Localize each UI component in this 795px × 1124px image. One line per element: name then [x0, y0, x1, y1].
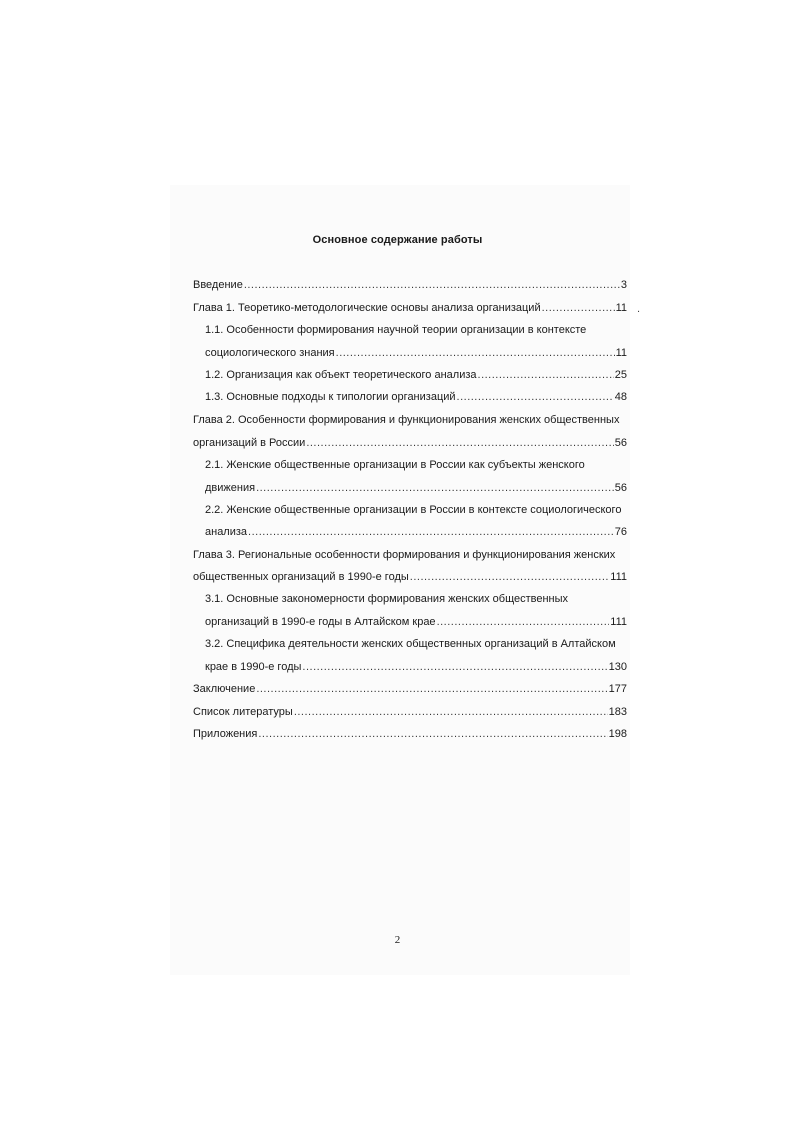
toc-entry-1-1	[205, 345, 627, 361]
toc-entry-bibliography	[193, 704, 627, 720]
toc-entry-2-2-line1: 2.2. Женские общественные организации в России в контексте социологического	[205, 504, 622, 516]
toc-label: Введение	[193, 279, 243, 291]
toc-page: 111	[610, 571, 627, 583]
toc-page: 183	[608, 706, 627, 718]
page-number: 2	[394, 934, 401, 946]
toc-label: крае в 1990-е годы	[205, 661, 302, 673]
toc-entry-1-1-line1: 1.1. Особенности формирования научной теории организации в контексте	[205, 324, 587, 336]
toc-page: 48	[614, 391, 627, 403]
toc-entry-intro	[193, 277, 627, 293]
toc-entry-2-1	[205, 480, 627, 496]
toc-leader	[457, 389, 614, 405]
toc-entry-chapter-3-line1: Глава 3. Региональные особенности формирования и функционирования женских	[193, 549, 616, 561]
toc-label: Приложения	[193, 728, 258, 740]
toc-label: Список литературы	[193, 706, 293, 718]
toc-leader	[256, 480, 614, 496]
toc-entry-3-1	[205, 614, 627, 630]
toc-leader	[437, 614, 610, 630]
toc-entry-3-2-line1: 3.2. Специфика деятельности женских общественных организаций в Алтайском	[205, 638, 616, 650]
toc-entry-1-2	[205, 367, 627, 383]
toc-label: социологического знания	[205, 347, 335, 359]
toc-page: 3	[620, 279, 627, 291]
toc-page: 130	[608, 661, 627, 673]
toc-entry-2-2	[205, 524, 627, 540]
toc-entry-3-1-line1: 3.1. Основные закономерности формирования женских общественных	[205, 593, 569, 605]
toc-page: 56	[614, 482, 627, 494]
toc-entry-2-1-line1: 2.1. Женские общественные организации в России как субъекты женского	[205, 459, 585, 471]
toc-label: организаций в России	[193, 437, 306, 449]
page-title: Основное содержание работы	[312, 234, 483, 246]
toc-label: общественных организаций в 1990-е годы	[193, 571, 409, 583]
toc-entry-chapter-1	[193, 300, 627, 316]
toc-page: 56	[614, 437, 627, 449]
toc-entry-chapter-2-line1: Глава 2. Особенности формирования и функционирования женских общественных	[193, 414, 620, 426]
toc-leader	[306, 435, 613, 451]
toc-page: 111	[610, 616, 627, 628]
toc-label: Глава 1. Теоретико-методологические основы анализа организаций	[193, 302, 541, 314]
toc-label: Заключение	[193, 683, 256, 695]
toc-entry-appendix	[193, 726, 627, 742]
toc-label: 1.2. Организация как объект теоретического анализа	[205, 369, 477, 381]
toc-page: 177	[608, 683, 627, 695]
toc-page: 25	[614, 369, 627, 381]
toc-leader	[258, 726, 607, 742]
scan-artifact-dot: .	[637, 303, 641, 315]
toc-page: 76	[614, 526, 627, 538]
toc-leader	[256, 681, 607, 697]
toc-entry-conclusion	[193, 681, 627, 697]
toc-page: 11	[615, 347, 627, 359]
toc-leader	[302, 659, 607, 675]
toc-leader	[478, 367, 614, 383]
toc-label: организаций в 1990-е годы в Алтайском крае	[205, 616, 436, 628]
toc-leader	[294, 704, 608, 720]
toc-leader	[542, 300, 615, 316]
toc-page: 11	[615, 302, 627, 314]
toc-leader	[248, 524, 614, 540]
toc-page: 198	[608, 728, 627, 740]
toc-label: движения	[205, 482, 256, 494]
toc-entry-chapter-3	[193, 569, 627, 585]
toc-leader	[336, 345, 615, 361]
toc-leader	[410, 569, 609, 585]
toc-label: 1.3. Основные подходы к типологии организаций	[205, 391, 456, 403]
toc-entry-3-2	[205, 659, 627, 675]
toc-leader	[244, 277, 620, 293]
toc-entry-chapter-2	[193, 435, 627, 451]
toc-label: анализа	[205, 526, 248, 538]
toc-entry-1-3	[205, 389, 627, 405]
